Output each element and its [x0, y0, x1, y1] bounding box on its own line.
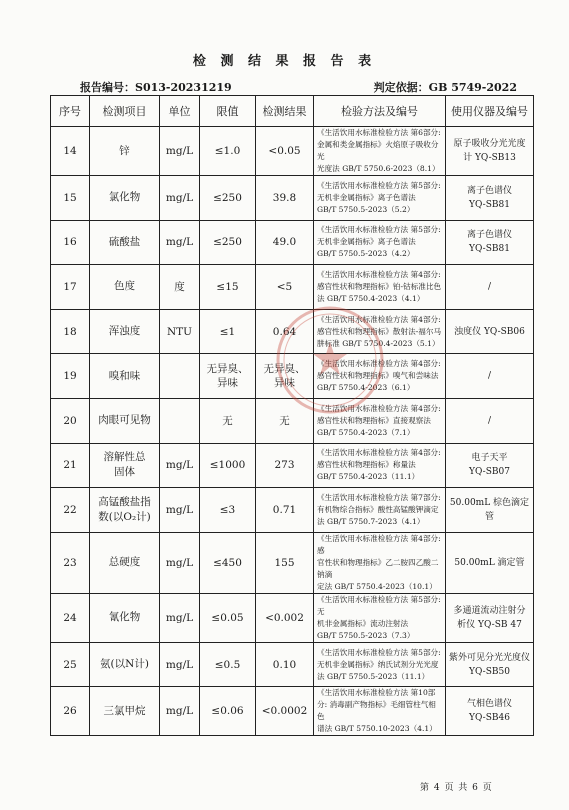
header-unit: 单位: [160, 96, 200, 127]
table-row: [51, 488, 534, 533]
cell-limit: ≤0.5: [200, 642, 256, 687]
table-row: [51, 220, 534, 265]
cell-unit: [160, 398, 200, 443]
cell-method: 《生活饮用水标准检验方法 第7部分: 有机物综合指标》酸性高锰酸钾滴定 法 GB/T 5750.7-2023（4.1）: [314, 488, 446, 533]
cell-method: 《生活饮用水标准检验方法 第4部分: 感 官性状和物理指标》乙二胺四乙酸二钠滴 定法 GB/T 5750.4-2023（10.1）: [314, 532, 446, 593]
cell-limit: ≤15: [200, 265, 256, 310]
cell-limit: ≤450: [200, 532, 256, 593]
cell-instrument: 气相色谱仪 YQ-SB46: [446, 687, 534, 736]
table-row: [51, 593, 534, 642]
cell-unit: mg/L: [160, 443, 200, 488]
cell-method: 《生活饮用水标准检验方法 第5部分: 无机非金属指标》纳氏试剂分光光度 法 GB/T 5750.5-2023（11.1）: [314, 642, 446, 687]
cell-no: 22: [51, 488, 90, 533]
cell-result: <0.05: [256, 127, 314, 176]
cell-unit: mg/L: [160, 642, 200, 687]
cell-instrument: 紫外可见分光光度仪 YQ-SB50: [446, 642, 534, 687]
header-result: 检测结果: [256, 96, 314, 127]
cell-instrument: 多通道流动注射分 析仪 YQ-SB 47: [446, 593, 534, 642]
cell-unit: mg/L: [160, 220, 200, 265]
table-row: [51, 176, 534, 221]
cell-item: 溶解性总 固体: [90, 443, 160, 488]
cell-no: 25: [51, 642, 90, 687]
cell-result: <0.002: [256, 593, 314, 642]
cell-instrument: /: [446, 354, 534, 399]
cell-no: 15: [51, 176, 90, 221]
cell-limit: ≤1: [200, 309, 256, 354]
header-instrument: 使用仪器及编号: [446, 96, 534, 127]
cell-item: 嗅和味: [90, 354, 160, 399]
cell-limit: ≤250: [200, 176, 256, 221]
header-method: 检验方法及编号: [314, 96, 446, 127]
table-row: [51, 309, 534, 354]
cell-result: <5: [256, 265, 314, 310]
cell-limit: ≤1000: [200, 443, 256, 488]
cell-no: 18: [51, 309, 90, 354]
cell-no: 21: [51, 443, 90, 488]
cell-limit: ≤250: [200, 220, 256, 265]
cell-result: 273: [256, 443, 314, 488]
cell-instrument: 原子吸收分光光度 计 YQ-SB13: [446, 127, 534, 176]
cell-result: 39.8: [256, 176, 314, 221]
cell-result: 155: [256, 532, 314, 593]
table-row: [51, 265, 534, 310]
table-header-row: [51, 96, 534, 127]
results-table: [50, 95, 534, 736]
header-item: 检测项目: [90, 96, 160, 127]
cell-item: 高锰酸盐指 数(以O₂计): [90, 488, 160, 533]
page-title: 检 测 结 果 报 告 表: [192, 54, 377, 69]
cell-method: 《生活饮用水标准检验方法 第10部 分: 消毒副产物指标》毛细管柱气相色 谱法 GB/T 5750.10-2023（4.1）: [314, 687, 446, 736]
cell-item: 氨(以N计): [90, 642, 160, 687]
cell-item: 总硬度: [90, 532, 160, 593]
cell-no: 19: [51, 354, 90, 399]
page-footer: 第 4 页 共 6 页: [420, 783, 493, 793]
cell-instrument: 电子天平 YQ-SB07: [446, 443, 534, 488]
cell-instrument: 50.00mL 滴定管: [446, 532, 534, 593]
cell-result: 0.64: [256, 309, 314, 354]
cell-unit: mg/L: [160, 687, 200, 736]
cell-no: 20: [51, 398, 90, 443]
cell-limit: ≤0.06: [200, 687, 256, 736]
cell-method: 《生活饮用水标准检验方法 第4部分: 感官性状和物理指标》散射法-福尔马 肼标准 GB/T 5750.4-2023（5.1）: [314, 309, 446, 354]
cell-method: 《生活饮用水标准检验方法 第4部分: 感官性状和物理指标》称量法 GB/T 5750.4-2023（11.1）: [314, 443, 446, 488]
table-row: [51, 398, 534, 443]
cell-result: 49.0: [256, 220, 314, 265]
table-row: [51, 127, 534, 176]
cell-result: <0.0002: [256, 687, 314, 736]
cell-item: 色度: [90, 265, 160, 310]
cell-instrument: 离子色谱仪 YQ-SB81: [446, 220, 534, 265]
header-limit: 限值: [200, 96, 256, 127]
cell-no: 16: [51, 220, 90, 265]
cell-unit: 度: [160, 265, 200, 310]
cell-limit: 无异臭、 异味: [200, 354, 256, 399]
header-no: 序号: [51, 96, 90, 127]
cell-result: 0.71: [256, 488, 314, 533]
cell-item: 肉眼可见物: [90, 398, 160, 443]
cell-instrument: 浊度仪 YQ-SB06: [446, 309, 534, 354]
cell-limit: ≤1.0: [200, 127, 256, 176]
report-meta: [80, 79, 517, 95]
cell-method: 《生活饮用水标准检验方法 第5部分: 无机非金属指标》离子色谱法 GB/T 5750.5-2023（4.2）: [314, 220, 446, 265]
cell-result: 无: [256, 398, 314, 443]
cell-method: 《生活饮用水标准检验方法 第6部分: 金属和类金属指标》火焰原子吸收分光 光度法 GB/T 5750.6-2023（8.1）: [314, 127, 446, 176]
cell-item: 氰化物: [90, 593, 160, 642]
table-row: [51, 354, 534, 399]
cell-instrument: 50.00mL 棕色滴定管: [446, 488, 534, 533]
cell-method: 《生活饮用水标准检验方法 第5部分: 无机非金属指标》离子色谱法 GB/T 5750.5-2023（5.2）: [314, 176, 446, 221]
table-row: [51, 532, 534, 593]
table-row: [51, 642, 534, 687]
cell-unit: mg/L: [160, 532, 200, 593]
cell-limit: 无: [200, 398, 256, 443]
cell-item: 氯化物: [90, 176, 160, 221]
cell-item: 浑浊度: [90, 309, 160, 354]
cell-no: 23: [51, 532, 90, 593]
cell-limit: ≤3: [200, 488, 256, 533]
cell-limit: ≤0.05: [200, 593, 256, 642]
cell-method: 《生活饮用水标准检验方法 第4部分: 感官性状和物理指标》嗅气和尝味法 GB/T 5750.4-2023（6.1）: [314, 354, 446, 399]
cell-method: 《生活饮用水标准检验方法 第4部分: 感官性状和物理指标》直接观察法 GB/T 5750.4-2023（7.1）: [314, 398, 446, 443]
table-row: [51, 687, 534, 736]
cell-instrument: 离子色谱仪 YQ-SB81: [446, 176, 534, 221]
cell-instrument: /: [446, 265, 534, 310]
cell-no: 24: [51, 593, 90, 642]
cell-unit: [160, 354, 200, 399]
cell-no: 14: [51, 127, 90, 176]
cell-item: 三氯甲烷: [90, 687, 160, 736]
cell-no: 17: [51, 265, 90, 310]
cell-item: 锌: [90, 127, 160, 176]
judgment-basis: 判定依据：GB 5749-2022: [373, 81, 517, 94]
cell-unit: mg/L: [160, 127, 200, 176]
cell-method: 《生活饮用水标准检验方法 第4部分: 感官性状和物理指标》铂-钴标准比色 法 GB/T 5750.4-2023（4.1）: [314, 265, 446, 310]
cell-unit: mg/L: [160, 176, 200, 221]
cell-no: 26: [51, 687, 90, 736]
cell-unit: mg/L: [160, 488, 200, 533]
cell-item: 硫酸盐: [90, 220, 160, 265]
cell-unit: NTU: [160, 309, 200, 354]
cell-instrument: /: [446, 398, 534, 443]
table-row: [51, 443, 534, 488]
cell-unit: mg/L: [160, 593, 200, 642]
cell-result: 无异臭、 异味: [256, 354, 314, 399]
cell-result: 0.10: [256, 642, 314, 687]
report-number: 报告编号：S013-20231219: [80, 81, 232, 94]
cell-method: 《生活饮用水标准检验方法 第5部分: 无 机非金属指标》流动注射法 GB/T 5750.5-2023（7.3）: [314, 593, 446, 642]
